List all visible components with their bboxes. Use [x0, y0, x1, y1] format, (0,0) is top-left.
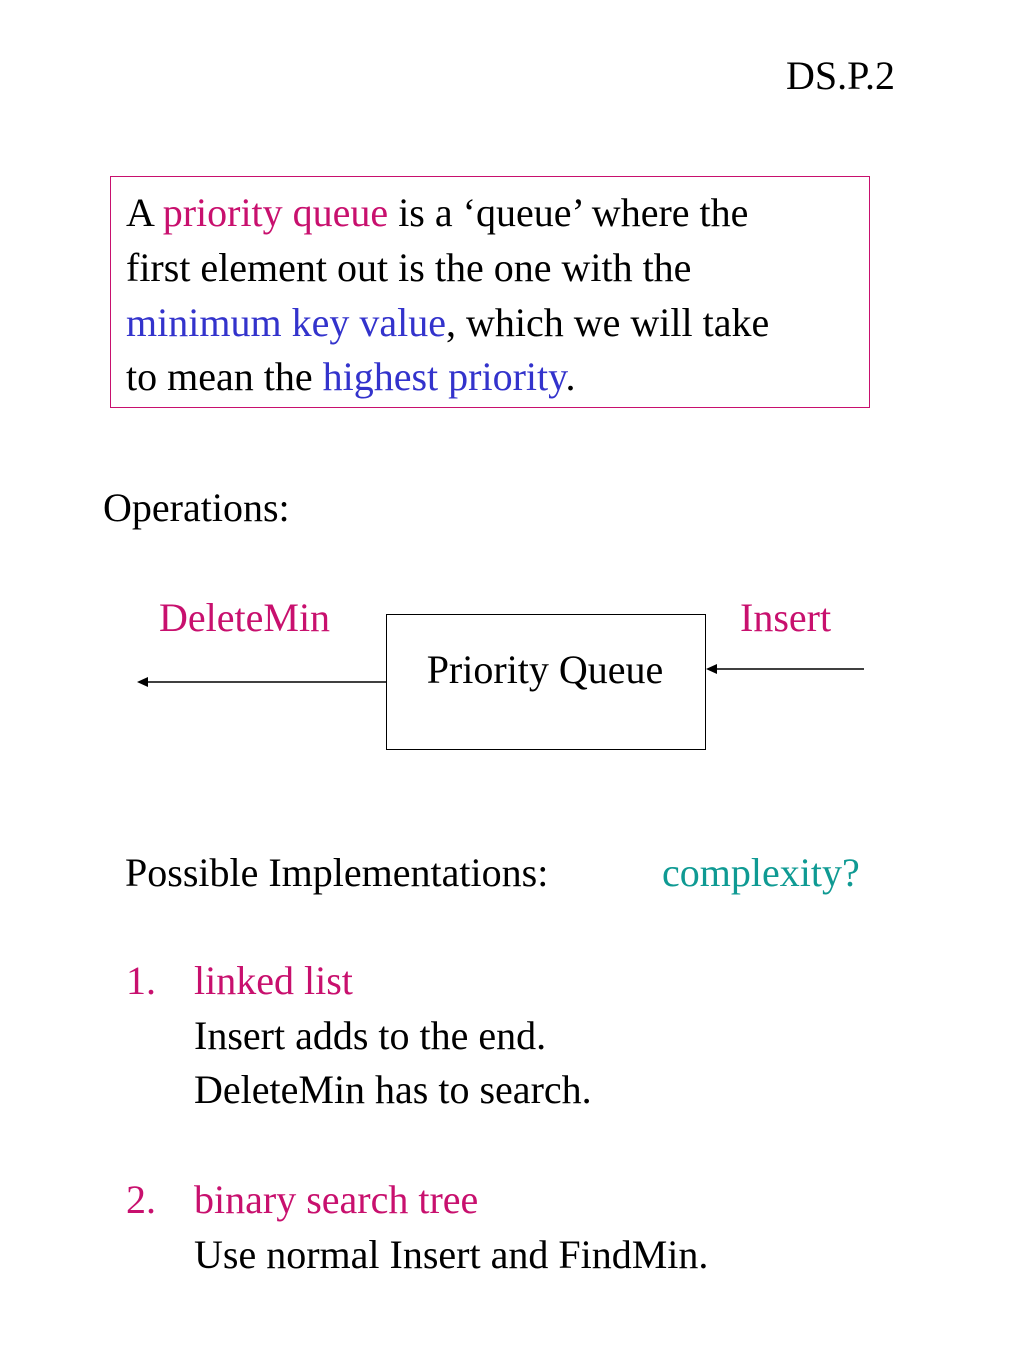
definition-line-4 [126, 353, 576, 401]
implementations-heading: Possible Implementations: [125, 850, 549, 895]
slide-number: DS.P.2 [786, 53, 895, 98]
list-item-number: 1. [126, 958, 156, 1003]
definition-text: to mean the [126, 354, 323, 399]
deletemin-label: DeleteMin [159, 595, 331, 640]
term-minimum-key-value: minimum key value [126, 300, 446, 345]
list-item-title: binary search tree [194, 1177, 479, 1222]
definition-article: A [126, 190, 163, 235]
list-item-number: 2. [126, 1177, 156, 1222]
operations-heading: Operations: [103, 485, 290, 530]
list-item-detail: Use normal Insert and FindMin. [194, 1232, 709, 1277]
insert-arrow [706, 664, 864, 674]
definition-line-2: first element out is the one with the [126, 245, 692, 290]
term-highest-priority: highest priority [322, 354, 566, 399]
definition-text: is a ‘queue’ where the [388, 190, 749, 235]
definition-text: , which we will take [445, 300, 770, 345]
deletemin-arrow [137, 677, 386, 687]
insert-label: Insert [740, 595, 832, 640]
priority-queue-label: Priority Queue [426, 647, 664, 692]
list-item-title: linked list [194, 958, 353, 1003]
definition-line-3 [126, 299, 769, 347]
definition-period: . [565, 354, 576, 399]
list-item-detail: DeleteMin has to search. [194, 1067, 592, 1112]
term-priority-queue: priority queue [162, 190, 389, 235]
complexity-question: complexity? [662, 850, 860, 895]
definition-line-1 [126, 189, 748, 237]
list-item-detail: Insert adds to the end. [194, 1013, 547, 1058]
